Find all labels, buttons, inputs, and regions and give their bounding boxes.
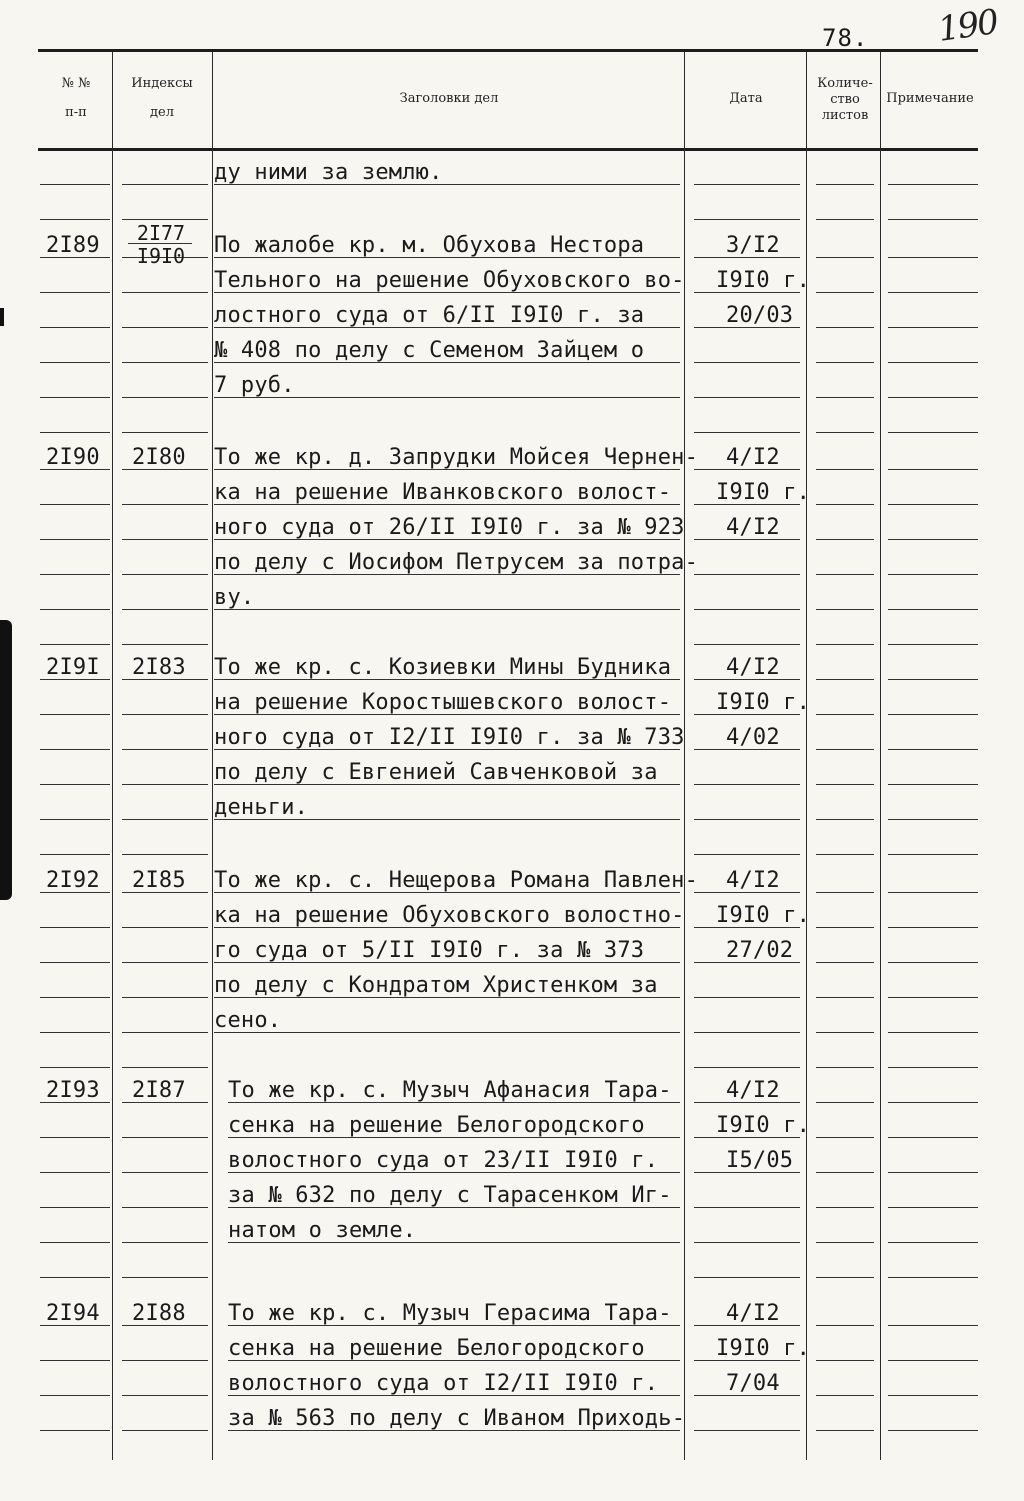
ruled-line-index [122,1360,208,1361]
ruled-line-index [122,714,208,715]
ruled-line-count [816,257,874,258]
case-title-underline [214,749,680,750]
scan-edge-artifact [0,308,4,326]
case-title-underline [228,1395,680,1396]
header-count-line2: ство [830,92,860,107]
column-rule-3 [684,52,685,1460]
ruled-line-count [816,1395,874,1396]
ruled-line-count [816,927,874,928]
ruled-line-index [122,927,208,928]
ruled-line-num [40,854,110,855]
case-title-line: деньги. [214,795,309,820]
row-index-numerator: 2I77 [136,221,186,245]
ruled-line-date [694,362,800,363]
ruled-line-index [122,749,208,750]
case-title-line: сенка на решение Белогородского [228,1336,645,1361]
ruled-line-index [122,1430,208,1431]
ruled-line-num [40,997,110,998]
ruled-line-note [888,1102,978,1103]
ruled-line-date [694,432,800,433]
case-date-line: I5/05 [726,1148,794,1173]
ruled-line-index [122,644,208,645]
ruled-line-count [816,1360,874,1361]
ruled-line-note [888,1207,978,1208]
case-title-line: 7 руб. [214,373,295,398]
case-date-line: I9I0 г. [716,1336,811,1361]
ruled-line-index [122,432,208,433]
ruled-line-num [40,644,110,645]
case-title-line: на решение Коростышевского волост- [214,690,672,715]
ruled-line-num [40,219,110,220]
header-count [808,76,882,124]
ruled-line-note [888,784,978,785]
ruled-line-count [816,1137,874,1138]
ruled-line-index [122,854,208,855]
ruled-line-note [888,574,978,575]
ruled-line-date [694,1032,800,1033]
ruled-line-num [40,397,110,398]
ruled-line-note [888,609,978,610]
ruled-line-count [816,327,874,328]
case-title-line: ду ними за землю. [214,160,443,185]
ruled-line-note [888,1242,978,1243]
ruled-line-note [888,997,978,998]
case-title-line: То же кр. с. Музыч Афанасия Тара- [228,1078,672,1103]
case-title-line: по делу с Иосифом Петрусем за потра- [214,550,699,575]
case-title-underline [214,539,680,540]
ruled-line-index [122,962,208,963]
case-title-underline [214,714,680,715]
header-num-label: № № [61,76,91,91]
ruled-line-note [888,749,978,750]
case-title-underline [214,679,680,680]
ruled-line-date [694,574,800,575]
case-date-line: 4/I2 [726,655,780,680]
ruled-line-index [122,1172,208,1173]
header-note: Примечание [886,91,974,106]
ruled-line-num [40,749,110,750]
ruled-line-date [694,609,800,610]
case-title-underline [214,927,680,928]
ruled-line-count [816,1207,874,1208]
case-title-line: лостного суда от 6/II I9I0 г. за [214,303,645,328]
case-title-underline [214,397,680,398]
case-date-line: I9I0 г. [716,480,811,505]
ruled-line-count [816,609,874,610]
case-date-line: 4/I2 [726,515,780,540]
ruled-line-count [816,292,874,293]
ruled-line-count [816,854,874,855]
ruled-line-count [816,1102,874,1103]
header-index-label: Индексы [131,76,193,91]
ruled-line-num [40,1137,110,1138]
header-top-rule [38,49,978,52]
case-date-line: 7/04 [726,1371,780,1396]
ruled-line-num [40,1430,110,1431]
ruled-line-index [122,609,208,610]
ruled-line-num [40,432,110,433]
ruled-line-count [816,997,874,998]
case-title-line: ного суда от 26/II I9I0 г. за № 923 [214,515,685,540]
ruled-line-num [40,927,110,928]
row-index: 2I88 [132,1301,186,1326]
ruled-line-date [694,784,800,785]
ruled-line-note [888,469,978,470]
ruled-line-index [122,1395,208,1396]
ruled-line-num [40,1067,110,1068]
case-title-underline [214,504,680,505]
case-title-line: го суда от 5/II I9I0 г. за № 373 [214,938,645,963]
case-title-underline [214,257,680,258]
case-title-line: То же кр. с. Козиевки Мины Будника [214,655,672,680]
ruled-line-note [888,327,978,328]
case-title-line: за № 563 по делу с Иваном Приходь- [228,1406,686,1431]
ruled-line-count [816,1277,874,1278]
case-date-line: I9I0 г. [716,1113,811,1138]
ruled-line-note [888,679,978,680]
case-date-line: I9I0 г. [716,903,811,928]
ruled-line-index [122,1032,208,1033]
case-title-underline [214,819,680,820]
case-title-underline [214,962,680,963]
ruled-line-count [816,819,874,820]
row-index: 2I87 [132,1078,186,1103]
case-date-line: 4/I2 [726,868,780,893]
case-date-line: 4/I2 [726,445,780,470]
case-title-underline [214,327,680,328]
ruled-line-date [694,1277,800,1278]
case-title-underline [214,574,680,575]
page-number: 78. [822,24,869,52]
header-bottom-rule [38,148,978,151]
case-title-line: за № 632 по делу с Тарасенком Иг- [228,1183,672,1208]
ruled-line-num [40,574,110,575]
ruled-line-note [888,1172,978,1173]
ruled-line-index [122,539,208,540]
case-title-underline [214,892,680,893]
ruled-line-note [888,539,978,540]
ruled-line-index [122,1242,208,1243]
ruled-line-date [694,397,800,398]
header-num-sub: п-п [65,105,87,120]
case-title-underline [214,997,680,998]
ruled-line-num [40,1032,110,1033]
case-title-underline [228,1325,680,1326]
case-title-underline [228,1360,680,1361]
scan-edge-artifact [0,620,12,900]
case-title-line: натом о земле. [228,1218,417,1243]
ruled-line-note [888,927,978,928]
case-title-line: То же кр. д. Запрудки Мойсея Чернен- [214,445,699,470]
ruled-line-count [816,892,874,893]
ruled-line-note [888,714,978,715]
case-title-line: волостного суда от I2/II I9I0 г. [228,1371,659,1396]
row-number: 2I92 [46,868,100,893]
case-title-line: ного суда от I2/II I9I0 г. за № 733 [214,725,685,750]
ruled-line-count [816,574,874,575]
ruled-line-count [816,432,874,433]
ruled-line-num [40,539,110,540]
ruled-line-note [888,1360,978,1361]
case-title-underline [214,469,680,470]
ruled-line-index [122,997,208,998]
ruled-line-note [888,1032,978,1033]
ruled-line-note [888,1067,978,1068]
ruled-line-note [888,854,978,855]
ruled-line-count [816,962,874,963]
case-date-line: 27/02 [726,938,794,963]
ruled-line-count [816,184,874,185]
ruled-line-index [122,1277,208,1278]
ruled-line-date [694,854,800,855]
ruled-line-note [888,1325,978,1326]
ruled-line-note [888,219,978,220]
case-title-line: по делу с Евгенией Савченковой за [214,760,658,785]
ruled-line-note [888,362,978,363]
row-index: 2I83 [132,655,186,680]
case-title-underline [228,1207,680,1208]
ruled-line-index [122,1207,208,1208]
ruled-line-date [694,219,800,220]
case-date-line: I9I0 г. [716,690,811,715]
ruled-line-index [122,292,208,293]
case-title-underline [214,784,680,785]
case-date-line: 20/03 [726,303,794,328]
ruled-line-index [122,219,208,220]
case-title-underline [214,1032,680,1033]
case-title-underline [214,292,680,293]
row-index-denominator: I9I0 [136,244,186,268]
case-title-line: сенка на решение Белогородского [228,1113,645,1138]
ruled-line-index [122,327,208,328]
ruled-line-num [40,714,110,715]
case-date-line: 4/I2 [726,1301,780,1326]
case-title-underline [228,1137,680,1138]
ruled-line-num [40,1360,110,1361]
ruled-line-note [888,962,978,963]
ruled-line-count [816,397,874,398]
ruled-line-date [694,819,800,820]
case-date-line: 3/I2 [726,233,780,258]
case-title-line: То же кр. с. Музыч Герасима Тара- [228,1301,672,1326]
case-title-underline [214,362,680,363]
ruled-line-num [40,292,110,293]
header-date: Дата [729,91,763,106]
case-title-underline [228,1172,680,1173]
ruled-line-num [40,1395,110,1396]
ruled-line-count [816,749,874,750]
case-title-line: По жалобе кр. м. Обухова Нестора [214,233,645,258]
case-title-underline [214,609,680,610]
case-title-line: сено. [214,1008,282,1033]
row-number: 2I9I [46,655,100,680]
ruled-line-count [816,504,874,505]
ruled-line-num [40,327,110,328]
case-title-line: волостного суда от 23/II I9I0 г. [228,1148,659,1173]
ruled-line-index [122,504,208,505]
row-number: 2I89 [46,233,100,258]
ruled-line-count [816,1067,874,1068]
ruled-line-count [816,714,874,715]
ruled-line-note [888,292,978,293]
ruled-line-date [694,1430,800,1431]
ruled-line-note [888,257,978,258]
ruled-line-count [816,362,874,363]
header-num [40,76,112,120]
ruled-line-index [122,574,208,575]
ruled-line-num [40,962,110,963]
ruled-line-count [816,679,874,680]
ruled-line-num [40,819,110,820]
ruled-line-note [888,504,978,505]
ruled-line-index [122,819,208,820]
ruled-line-note [888,184,978,185]
case-date-line: 4/I2 [726,1078,780,1103]
case-title-line: ка на решение Обуховского волостно- [214,903,685,928]
archive-stamp-number: 190 [935,2,1000,50]
case-date-line: I9I0 г. [716,268,811,293]
ruled-line-date [694,1067,800,1068]
ruled-line-num [40,1277,110,1278]
row-number: 2I93 [46,1078,100,1103]
row-number: 2I90 [46,445,100,470]
ruled-line-note [888,1137,978,1138]
ruled-line-note [888,1395,978,1396]
ruled-line-num [40,184,110,185]
case-title-line: ву. [214,585,255,610]
ruled-line-date [694,997,800,998]
row-index: 2I85 [132,868,186,893]
ruled-line-note [888,644,978,645]
column-rule-4 [806,52,807,1460]
case-title-underline [228,1242,680,1243]
ruled-line-date [694,184,800,185]
case-title-line: ка на решение Иванковского волост- [214,480,672,505]
header-count-line1: Количе- [817,76,873,91]
ruled-line-index [122,1137,208,1138]
ruled-line-date [694,1207,800,1208]
row-index: 2I80 [132,445,186,470]
ruled-line-note [888,892,978,893]
ruled-line-num [40,1207,110,1208]
ruled-line-num [40,784,110,785]
ruled-line-count [816,1032,874,1033]
ruled-line-count [816,1325,874,1326]
ruled-line-count [816,219,874,220]
header-index-sub: дел [150,105,174,120]
ruled-line-index [122,397,208,398]
ruled-line-note [888,1430,978,1431]
ruled-line-date [694,644,800,645]
case-title-underline [228,1102,680,1103]
case-title-line: по делу с Кондратом Христенком за [214,973,658,998]
case-title-line: То же кр. с. Нещерова Романа Павлен- [214,868,699,893]
case-title-underline [214,184,680,185]
column-rule-5 [880,52,881,1460]
row-number: 2I94 [46,1301,100,1326]
ruled-line-note [888,397,978,398]
ruled-line-count [816,1242,874,1243]
ruled-line-count [816,644,874,645]
ruled-line-num [40,1172,110,1173]
column-rule-2 [212,52,213,1460]
header-count-line3: листов [821,108,869,123]
ruled-line-index [122,784,208,785]
ruled-line-note [888,432,978,433]
column-rule-1 [112,52,113,1460]
ruled-line-num [40,504,110,505]
ruled-line-count [816,539,874,540]
header-title: Заголовки дел [399,91,499,106]
case-title-line: Тельного на решение Обуховского во- [214,268,685,293]
case-title-line: № 408 по делу с Семеном Зайцем о [214,338,645,363]
ruled-line-num [40,1242,110,1243]
header-index [114,76,210,120]
ruled-line-index [122,362,208,363]
case-title-underline [228,1430,680,1431]
ruled-line-index [122,184,208,185]
ruled-line-date [694,1242,800,1243]
ruled-line-count [816,469,874,470]
ruled-line-num [40,362,110,363]
ruled-line-index [122,1067,208,1068]
case-date-line: 4/02 [726,725,780,750]
ruled-line-num [40,609,110,610]
ruled-line-count [816,1172,874,1173]
ruled-line-count [816,1430,874,1431]
ruled-line-note [888,1277,978,1278]
ruled-line-note [888,819,978,820]
ruled-line-count [816,784,874,785]
